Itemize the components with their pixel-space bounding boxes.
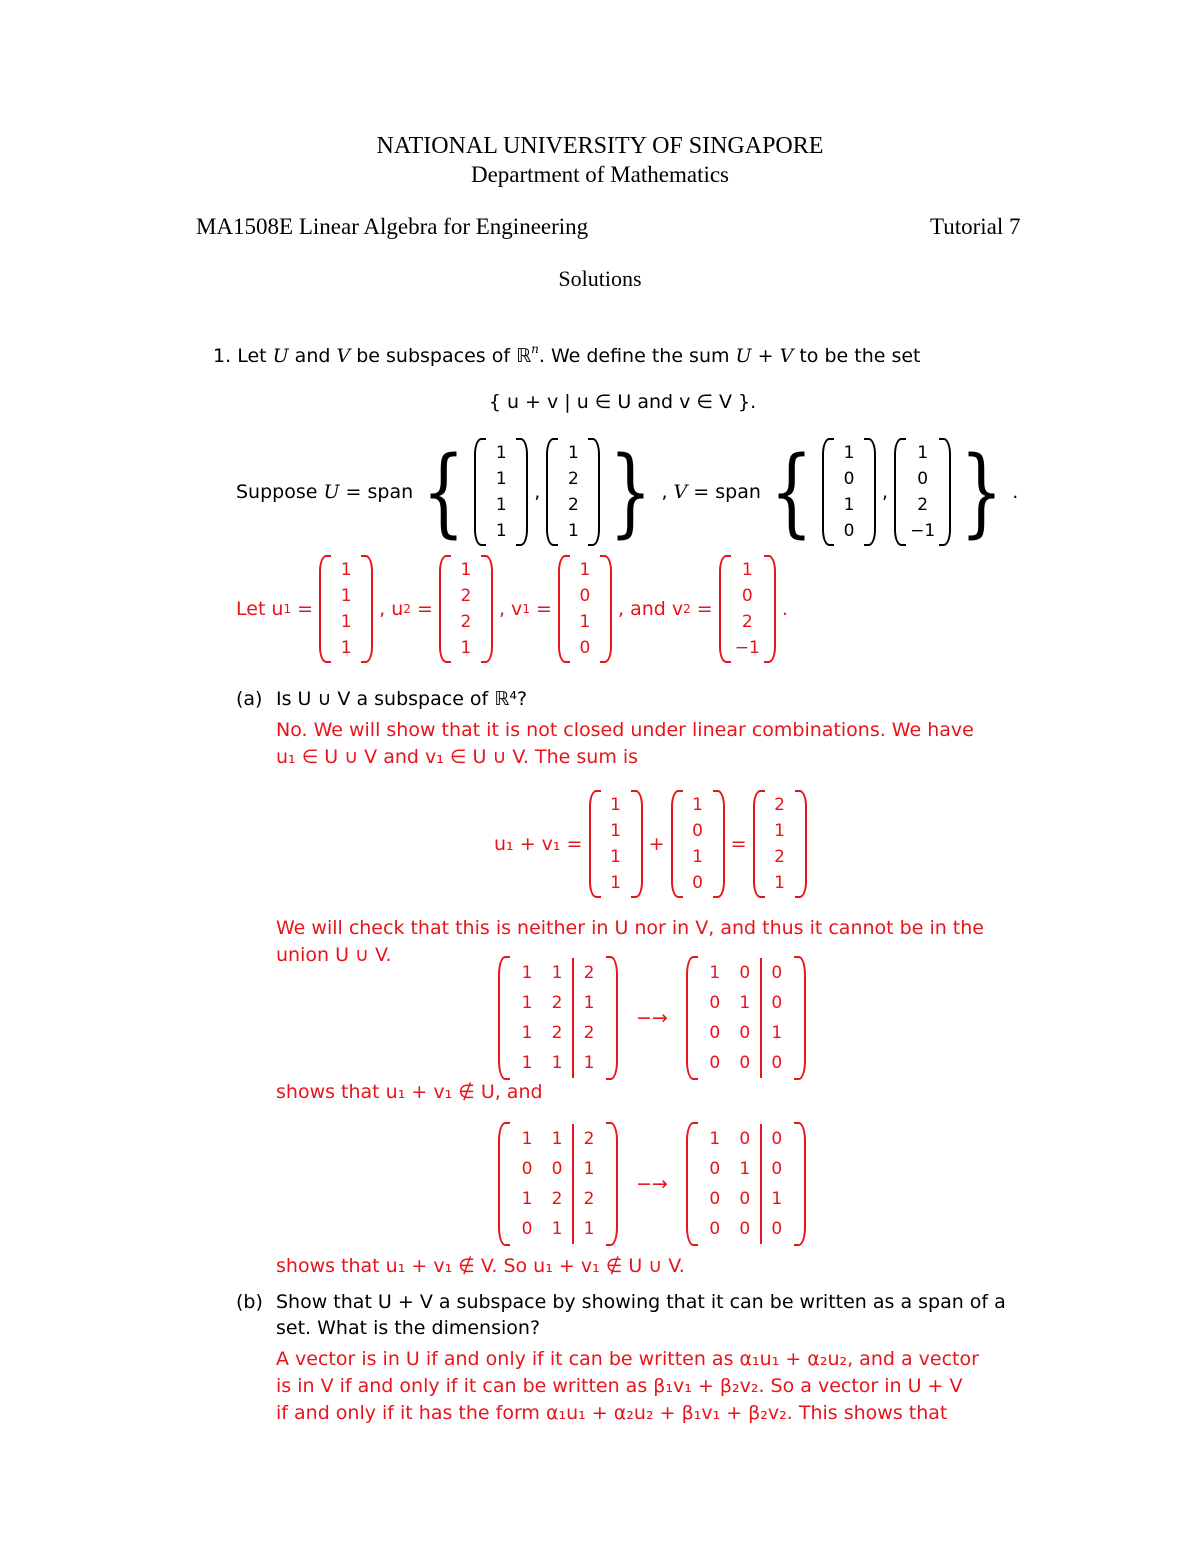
matrix-entry: 0: [771, 963, 783, 983]
part-b-question-line-2: set. What is the dimension?: [276, 1317, 541, 1339]
sum-vector-v1: [671, 790, 725, 898]
vector-entry: 1: [741, 560, 753, 580]
right-paren: [794, 1122, 806, 1246]
right-paren: [606, 956, 618, 1080]
vector-entry: 2: [460, 612, 472, 632]
matrix-entry: 1: [521, 1129, 533, 1149]
vector-entry: 1: [460, 560, 472, 580]
vector-entry: 2: [741, 612, 753, 632]
part-a-answer-line-2: u₁ ∈ U ∪ V and v₁ ∈ U ∪ V. The sum is: [276, 746, 639, 768]
part-b-answer-line-3: if and only if it has the form α₁u₁ + α₂u₂ + β₁v₁ + β₂v₂. This shows that: [276, 1402, 948, 1424]
vector-entry: 2: [774, 795, 785, 815]
sum-equation: u₁ + v₁ = 1 1 1 1 + 1 0 1 0 = 2 1 2 1: [494, 788, 807, 900]
matrix-entry: 0: [709, 1189, 721, 1209]
tutorial-number: Tutorial 7: [930, 214, 1021, 239]
part-b-label: (b): [236, 1291, 263, 1313]
left-paren: [474, 438, 486, 546]
matrix-entry: 0: [739, 1023, 751, 1043]
intro-text-a: Let: [237, 345, 273, 367]
matrix-entry: 0: [771, 1129, 783, 1149]
vector-u1: [319, 555, 373, 663]
vector-entry: 1: [774, 873, 785, 893]
matrix-entry: 2: [551, 993, 563, 1013]
right-paren: [606, 1122, 618, 1246]
vector-entry: 2: [567, 495, 579, 515]
matrix-entry: 1: [521, 1189, 533, 1209]
right-paren: [600, 555, 612, 663]
right-brace: }: [609, 436, 653, 548]
matrix-entry: 1: [521, 993, 533, 1013]
left-paren: [686, 956, 698, 1080]
let-label: Let: [236, 598, 266, 620]
left-paren: [546, 438, 558, 546]
and-label: , and: [618, 598, 666, 620]
vector-entry: 1: [495, 443, 507, 463]
solutions-subtitle: Solutions: [558, 266, 642, 291]
reduction-arrow: −→: [636, 1173, 668, 1195]
left-paren: [753, 790, 765, 898]
shows-line-2: shows that u₁ + v₁ ∉ V. So u₁ + v₁ ∉ U ∪ V.: [276, 1255, 685, 1277]
matrix-entry: 1: [551, 1219, 563, 1239]
question-number: 1.: [213, 345, 232, 367]
right-brace: }: [960, 436, 1004, 548]
row-reduction-1: [498, 961, 806, 1075]
vector-entry: 0: [692, 821, 703, 841]
vector-entry: 1: [495, 521, 507, 541]
vector-entry: 1: [460, 638, 472, 658]
matrix-entry: 2: [551, 1023, 563, 1043]
left-brace: {: [770, 436, 813, 548]
left-paren: [558, 555, 570, 663]
vector-entry: 1: [495, 469, 507, 489]
question-1-intro: 1. Let U and V be subspaces of ℝ$^n$. We define the sum U + V to be the set: [213, 342, 921, 367]
vector-entry: 1: [495, 495, 507, 515]
vector-u2: [439, 555, 493, 663]
span-word-v: span: [715, 481, 761, 503]
right-paren: [361, 555, 373, 663]
matrix-entry: 1: [739, 993, 751, 1013]
vector-entry: 1: [610, 795, 621, 815]
matrix-entry: 0: [521, 1219, 533, 1239]
matrix-entry: 1: [521, 963, 533, 983]
matrix-entry: 0: [739, 1189, 751, 1209]
vector-entry: 1: [340, 586, 352, 606]
v-span-vector-1: [822, 438, 876, 546]
rref-matrix-1: [686, 956, 806, 1080]
vector-entry: 1: [340, 612, 352, 632]
matrix-entry: 2: [583, 1189, 595, 1209]
reduction-arrow: −→: [636, 1007, 668, 1029]
right-paren: [864, 438, 876, 546]
matrix-entry: 1: [521, 1023, 533, 1043]
vector-entry: 1: [692, 847, 703, 867]
matrix-entry: 0: [709, 1023, 721, 1043]
left-paren: [671, 790, 683, 898]
matrix-entry: 1: [583, 993, 595, 1013]
vector-entry: 1: [579, 612, 591, 632]
vector-entry: 1: [340, 638, 352, 658]
part-a-question: Is U ∪ V a subspace of ℝ⁴?: [276, 688, 528, 710]
vector-entry: 1: [843, 495, 855, 515]
span-word-u: span: [367, 481, 414, 503]
vector-entry: 0: [579, 638, 591, 658]
matrix-entry: 1: [551, 963, 563, 983]
vector-entry: 2: [460, 586, 472, 606]
matrix-entry: 0: [739, 1219, 751, 1239]
sum-lhs: u₁ + v₁ =: [494, 833, 583, 855]
v-span-vector-2: [894, 438, 951, 546]
vector-entry: 0: [917, 469, 929, 489]
suppose-line: Suppose U = span { 1 1 1 1 , 1 2 2 1 } , V = span { 1 0 1 0 , 1 0 2 −1 } .: [236, 436, 1019, 548]
vector-entry: 1: [567, 443, 579, 463]
vector-entry: 2: [917, 495, 929, 515]
intro-text-c: be subspaces of ℝ: [350, 345, 532, 367]
vector-entry: 1: [610, 821, 621, 841]
vector-entry: 1: [692, 795, 703, 815]
matrix-entry: 1: [583, 1219, 595, 1239]
matrix-entry: 1: [771, 1023, 783, 1043]
intro-text-d: . We define the sum: [538, 345, 736, 367]
left-paren: [498, 1122, 510, 1246]
vector-entry: 0: [692, 873, 703, 893]
right-paren: [795, 790, 807, 898]
matrix-entry: 0: [771, 993, 783, 1013]
vector-entry: 0: [741, 586, 753, 606]
vector-entry: 2: [567, 469, 579, 489]
department-title: Department of Mathematics: [470, 162, 730, 187]
vector-entry: 1: [917, 443, 929, 463]
matrix-entry: 1: [521, 1053, 533, 1073]
u-span-vector-1: [474, 438, 528, 546]
matrix-entry: 1: [583, 1053, 595, 1073]
vector-entry: 0: [579, 586, 591, 606]
matrix-entry: 2: [583, 1129, 595, 1149]
left-paren: [439, 555, 451, 663]
intro-text-e: to be the set: [793, 345, 921, 367]
left-paren: [686, 1122, 698, 1246]
vector-v2: [719, 555, 776, 663]
right-paren: [764, 555, 776, 663]
right-paren: [939, 438, 951, 546]
matrix-entry: 0: [709, 1053, 721, 1073]
matrix-entry: 2: [583, 1023, 595, 1043]
vector-v1: [558, 555, 612, 663]
matrix-entry: 0: [771, 1053, 783, 1073]
set-definition: { u + v | u ∈ U and v ∈ V }.: [488, 391, 757, 413]
vector-entry: 1: [843, 443, 855, 463]
matrix-entry: 1: [583, 1159, 595, 1179]
part-b-answer-line-1: A vector is in U if and only if it can be written as α₁u₁ + α₂u₂, and a vector: [276, 1348, 979, 1370]
intro-text-b: and: [288, 345, 337, 367]
vector-entry: −1: [734, 638, 760, 658]
augmented-matrix-1: [498, 956, 618, 1080]
right-paren: [713, 790, 725, 898]
matrix-entry: 0: [739, 1053, 751, 1073]
matrix-entry: 0: [739, 1129, 751, 1149]
part-a-label: (a): [236, 688, 263, 710]
left-paren: [894, 438, 906, 546]
matrix-entry: 0: [551, 1159, 563, 1179]
matrix-entry: 2: [551, 1189, 563, 1209]
sum-result-vector: [753, 790, 807, 898]
part-a-answer-line-1: No. We will show that it is not closed under linear combinations. We have: [276, 719, 974, 741]
vector-entry: 0: [843, 521, 855, 541]
vector-entry: 1: [610, 873, 621, 893]
matrix-entry: 1: [771, 1189, 783, 1209]
row-reduction-2: [498, 1127, 806, 1241]
matrix-entry: 2: [583, 963, 595, 983]
matrix-entry: 0: [709, 1219, 721, 1239]
part-b-question-line-1: Show that U + V a subspace by showing that it can be written as a span of a: [276, 1291, 1006, 1313]
matrix-entry: 0: [771, 1219, 783, 1239]
matrix-entry: 1: [739, 1159, 751, 1179]
vector-entry: 0: [843, 469, 855, 489]
left-paren: [589, 790, 601, 898]
part-b-answer-line-2: is in V if and only if it can be written as β₁v₁ + β₂v₂. So a vector in U + V: [276, 1375, 963, 1397]
left-paren: [719, 555, 731, 663]
vector-entry: 1: [610, 847, 621, 867]
right-paren: [481, 555, 493, 663]
matrix-entry: 0: [521, 1159, 533, 1179]
vector-entry: 1: [567, 521, 579, 541]
left-paren: [822, 438, 834, 546]
u-span-vector-2: [546, 438, 600, 546]
check-line-1: We will check that this is neither in U nor in V, and thus it cannot be in the: [276, 917, 984, 939]
matrix-entry: 0: [771, 1159, 783, 1179]
matrix-entry: 1: [709, 963, 721, 983]
left-brace: {: [422, 436, 466, 548]
right-paren: [516, 438, 528, 546]
let-vectors-line: Let u 1 = 1 1 1 1 , u 2 = 1 2 2 1 , v 1 = 1 0 1 0 , and v 2 = 1 0 2 −1 .: [236, 553, 788, 665]
left-paren: [319, 555, 331, 663]
right-paren: [631, 790, 643, 898]
left-paren: [498, 956, 510, 1080]
rref-matrix-2: [686, 1122, 806, 1246]
university-title: NATIONAL UNIVERSITY OF SINGAPORE: [376, 133, 824, 159]
sum-vector-u1: [589, 790, 643, 898]
vector-entry: 2: [774, 847, 785, 867]
course-title: MA1508E Linear Algebra for Engineering: [196, 214, 589, 239]
right-paren: [794, 956, 806, 1080]
matrix-entry: 0: [739, 963, 751, 983]
matrix-entry: 0: [709, 1159, 721, 1179]
shows-line-1: shows that u₁ + v₁ ∉ U, and: [276, 1081, 543, 1103]
vector-entry: 1: [579, 560, 591, 580]
check-line-2: union U ∪ V.: [276, 944, 392, 966]
vector-entry: 1: [774, 821, 785, 841]
matrix-entry: 1: [551, 1053, 563, 1073]
augmented-matrix-2: [498, 1122, 618, 1246]
matrix-entry: 1: [709, 1129, 721, 1149]
matrix-entry: 0: [709, 993, 721, 1013]
vector-entry: −1: [910, 521, 936, 541]
right-paren: [588, 438, 600, 546]
suppose-label: Suppose: [236, 481, 318, 503]
vector-entry: 1: [340, 560, 352, 580]
matrix-entry: 1: [551, 1129, 563, 1149]
